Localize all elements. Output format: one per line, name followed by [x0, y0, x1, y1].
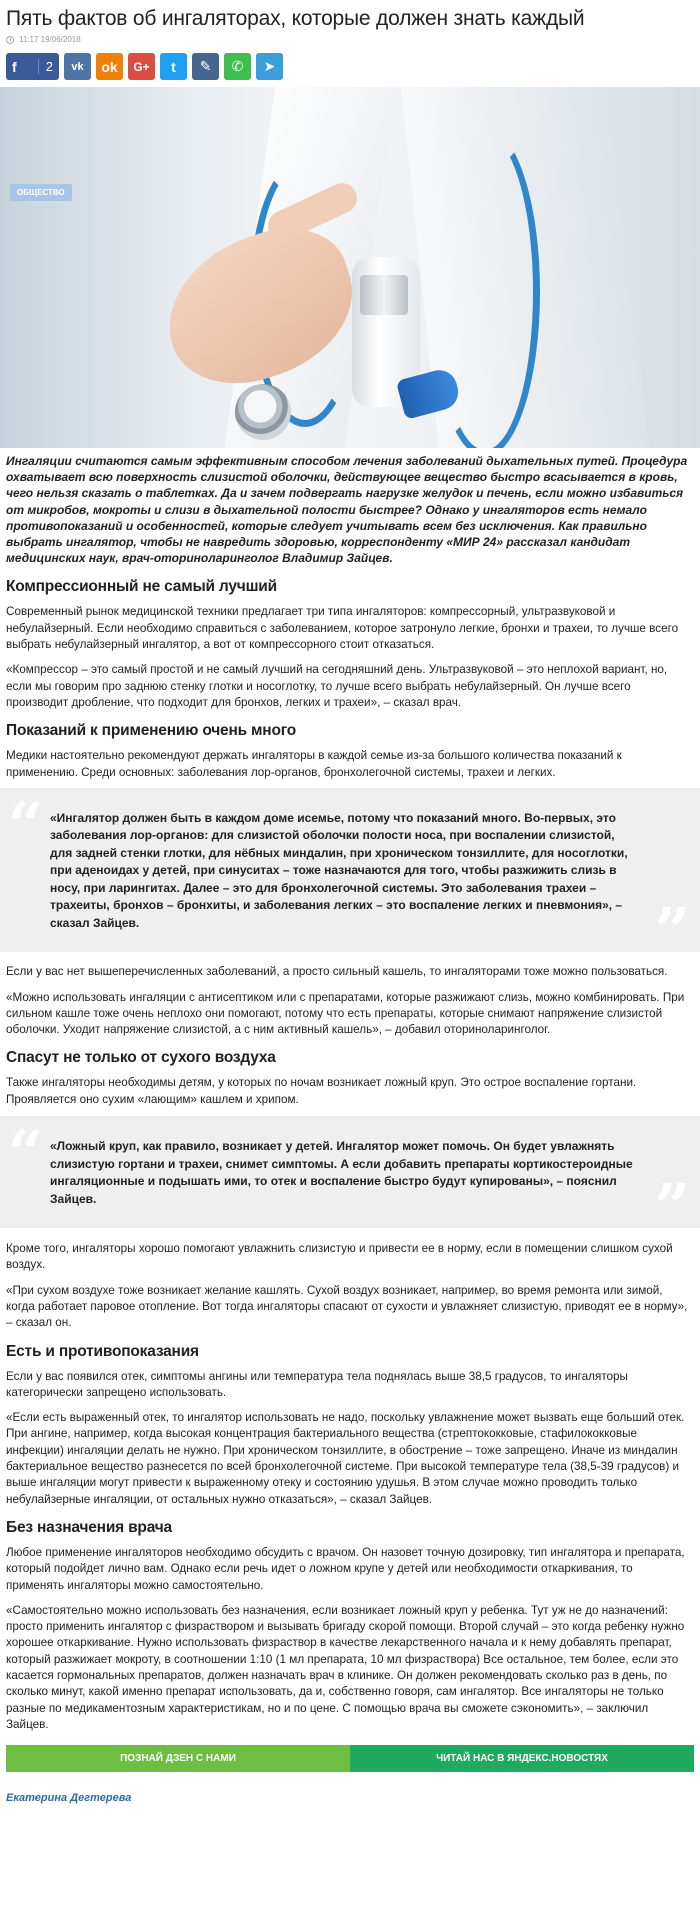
paragraph: Если у вас нет вышеперечисленных заболеваний, а просто сильный кашель, то ингаляторами тоже можно пользоваться. — [6, 965, 668, 979]
livejournal-share-button[interactable] — [192, 53, 219, 80]
article-meta — [0, 32, 700, 44]
odnoklassniki-icon: ok — [101, 58, 118, 75]
facebook-share-count: 2 — [38, 59, 53, 74]
share-bar — [0, 44, 700, 85]
paragraph: Современный рынок медицинской техники предлагает три типа ингаляторов: компрессорный, ультразвуковой и небулайзерный. Если необходимо справиться с заболеванием, которое затронуло легкие, бронхи и трахеи, то лучше всего выбрать небулайзерный ингалятор, а вот от компрессорного стоит отказаться. — [6, 605, 679, 652]
twitter-icon: t — [171, 58, 176, 75]
section-heading: Показаний к применению очень много — [6, 722, 297, 740]
quote-close-icon: ” — [654, 894, 690, 968]
paragraph: «Можно использовать ингаляции с антисептиком или с препаратами, которые разжижают слизь, можно комбинировать. При сильном кашле тоже очень неплохо они помогают, потому что есть препараты, которые снимают напряжение слизистой оболочки. Уходит напряжение слизистой, а с ним активный кашель», – добавил оториноларинголог. — [6, 990, 685, 1037]
telegram-icon: ➤ — [263, 58, 276, 74]
subscribe-bar — [6, 1745, 694, 1772]
section-heading: Компрессионный не самый лучший — [6, 578, 277, 596]
article-lead: Ингаляции считаются самым эффективным способом лечения заболеваний дыхательных путей. Процедура охватывает всю поверхность слизистой оболочки, действующее вещество быстро всасывается в кровь, чего нельзя сказать о таблетках. Да и зачем подвергать нагрузке желудок и печень, если можно избавиться от микробов, мокроты и слизи в дыхательной полости быстрее? Однако у ингаляторов есть немало противопоказаний и особенностей, которые следует учитывать всем без исключения. Как правильно выбрать ингалятор, чтобы не навредить здоровью, корреспонденту «МИР 24» рассказал кандидат медицинских наук, врач-оториноларинголог Владимир Зайцев. — [6, 454, 688, 566]
quote-open-icon: “ — [8, 787, 44, 861]
stethoscope-chestpiece — [235, 384, 291, 440]
whatsapp-share-button[interactable] — [224, 53, 251, 80]
paragraph: «Самостоятельно можно использовать без назначения, если возникает ложный круп у ребенка. Тут уж не до назначений: просто применить ингалятор с физраствором и вызывать бригаду скорой помощи. Второй случай – это когда ребенку нужно хорошее откаркивание. Нужно использовать физраствор в качестве лекарственного начала и к нему добавлять препарат, который разжижает мокроту, в соотношении 1:10 (1 мл препарата, 10 мл физраствора) Все остальное, тем более, если это касается гормональных препаратов, должен назначать врач в клинике. Он должен рекомендовать сколько раз в день, по сколько минут, какой именно препарат использовать, да и, собственно говоря, сам ингалятор. Все ингаляторы не только разные по медикаментозным характеристикам, но и по цене. С помощью врача вы сможете сэкономить», – заключил Зайцев. — [6, 1603, 685, 1731]
article-title: Пять фактов об ингаляторах, которые должен знать каждый — [6, 7, 585, 30]
google-plus-icon: G+ — [133, 59, 150, 74]
category-tag[interactable]: ОБЩЕСТВО — [10, 184, 72, 201]
section-heading: Спасут не только от сухого воздуха — [6, 1049, 276, 1067]
article-author[interactable]: Екатерина Дегтерева — [6, 1792, 132, 1805]
quote-close-icon: ” — [654, 1170, 690, 1244]
section-heading: Без назначения врача — [6, 1518, 172, 1536]
article-timestamp: 11:17 19/06/2018 — [19, 35, 81, 44]
vk-icon: vk — [71, 60, 84, 73]
vk-share-button[interactable] — [64, 53, 91, 80]
paragraph: Любое применение ингаляторов необходимо обсудить с врачом. Он назовет точную дозировку, тип ингалятора и препарата, который подойдет лично вам. Однако если речь идет о ложном крупе у детей или необходимости откаркивания, то применять ингаляторы можно самостоятельно. — [6, 1545, 685, 1592]
quote-open-icon: “ — [8, 1116, 44, 1190]
hero-image — [0, 87, 700, 448]
telegram-share-button[interactable] — [256, 53, 283, 80]
quote-text: «Ложный круп, как правило, возникает у детей. Ингалятор может помочь. Он будет увлажнять слизистую гортани и трахеи, снимет симптомы. А если добавить препараты кортикостероидные ингаляционные и подышать ими, то отек и воспаление быстро будут купированы», – пояснил Зайцев. — [50, 1139, 633, 1206]
odnoklassniki-share-button[interactable] — [96, 53, 123, 80]
paragraph: «При сухом воздухе тоже возникает желание кашлять. Сухой воздух возникает, например, во время ремонта или зимой, когда работает паровое отопление. Вот тогда ингаляторы спасают от сухости и увлажняет слизистую, приводят ее в норму», – сказал он. — [6, 1283, 688, 1330]
quote-text: «Ингалятор должен быть в каждом доме исемье, потому что показаний много. Во-первых, это заболевания лор-органов: для слизистой оболочки полости носа, при воспалении слизистой, для задней стенки глотки, для нёбных миндалин, при хроническом тонзиллите, для носоглотки, при аденоидах у детей, при синуситах – тоже назначаются для того, чтобы разжижить слизь в носу, при ларингитах. Далее – это для бронхолегочной системы. Это заболевания трахеи – трахеиты, бронхов – бронхиты, и заболевания легких – это воспаление легких и пневмония», – сказал Зайцев. — [50, 810, 628, 930]
yandex-news-subscribe-button[interactable]: ЧИТАЙ НАС В ЯНДЕКС.НОВОСТЯХ — [350, 1745, 694, 1772]
paragraph: «Если есть выраженный отек, то ингалятор использовать не надо, поскольку увлажнение может вызвать еще больший отек. При ангине, например, когда высокая концентрация бактериального вещества (стрептококковые, стафилококковые инфекции) ингаляции делать не нужно. При хроническом тонзиллите, в обострение – тоже запрещено. Иначе из миндалин бактериальное вещество разнесется по всей бронхолегочной системе. При высокой температуре тела (38,5-39 градусов) и выше ингаляции могут привести к выраженному отеку и состоянию удушья. В этом случае можно проводить только небулайзерные ингаляции, от остальных нужно отказаться», – сказал Зайцев. — [6, 1411, 685, 1506]
inhaler-canister — [360, 275, 408, 315]
paragraph: Кроме того, ингаляторы хорошо помогают увлажнить слизистую и привести ее в норму, если в помещении слишком сухой воздух. — [6, 1242, 673, 1272]
clock-icon — [6, 36, 14, 44]
google-plus-share-button[interactable] — [128, 53, 155, 80]
twitter-share-button[interactable] — [160, 53, 187, 80]
livejournal-icon: ✎ — [199, 58, 212, 74]
blockquote — [0, 1116, 700, 1244]
paragraph: Медики настоятельно рекомендуют держать ингаляторы в каждой семье из-за большого количества показаний к применению. Среди основных: заболевания лор-органов, бронхолегочной системы, трахеи и легких. — [6, 749, 622, 779]
zen-subscribe-button[interactable]: ПОЗНАЙ ДЗЕН С НАМИ — [6, 1745, 350, 1772]
whatsapp-icon: ✆ — [231, 58, 244, 74]
paragraph: Также ингаляторы необходимы детям, у которых по ночам возникает ложный круп. Это острое воспаление гортани. Проявляется оно сухим «лающим» кашлем и хрипом. — [6, 1076, 637, 1106]
paragraph: «Компрессор – это самый простой и не самый лучший на сегодняшний день. Ультразвуковой – это неплохой вариант, но, если мы говорим про заднюю стенку глотки и носоглотку, то лучше всего выбрать небулайзерный. Он лучше всего производит дробление, что подходит для бронхов, легких и трахеи», – сказал врач. — [6, 663, 668, 709]
section-heading: Есть и противопоказания — [6, 1342, 199, 1360]
paragraph: Если у вас появился отек, симптомы ангины или температура тела поднялась выше 38,5 градусов, то ингаляторы категорически запрещено использовать. — [6, 1369, 628, 1399]
blockquote — [0, 787, 700, 968]
facebook-icon: f — [12, 58, 17, 75]
facebook-share-button[interactable] — [6, 53, 59, 80]
